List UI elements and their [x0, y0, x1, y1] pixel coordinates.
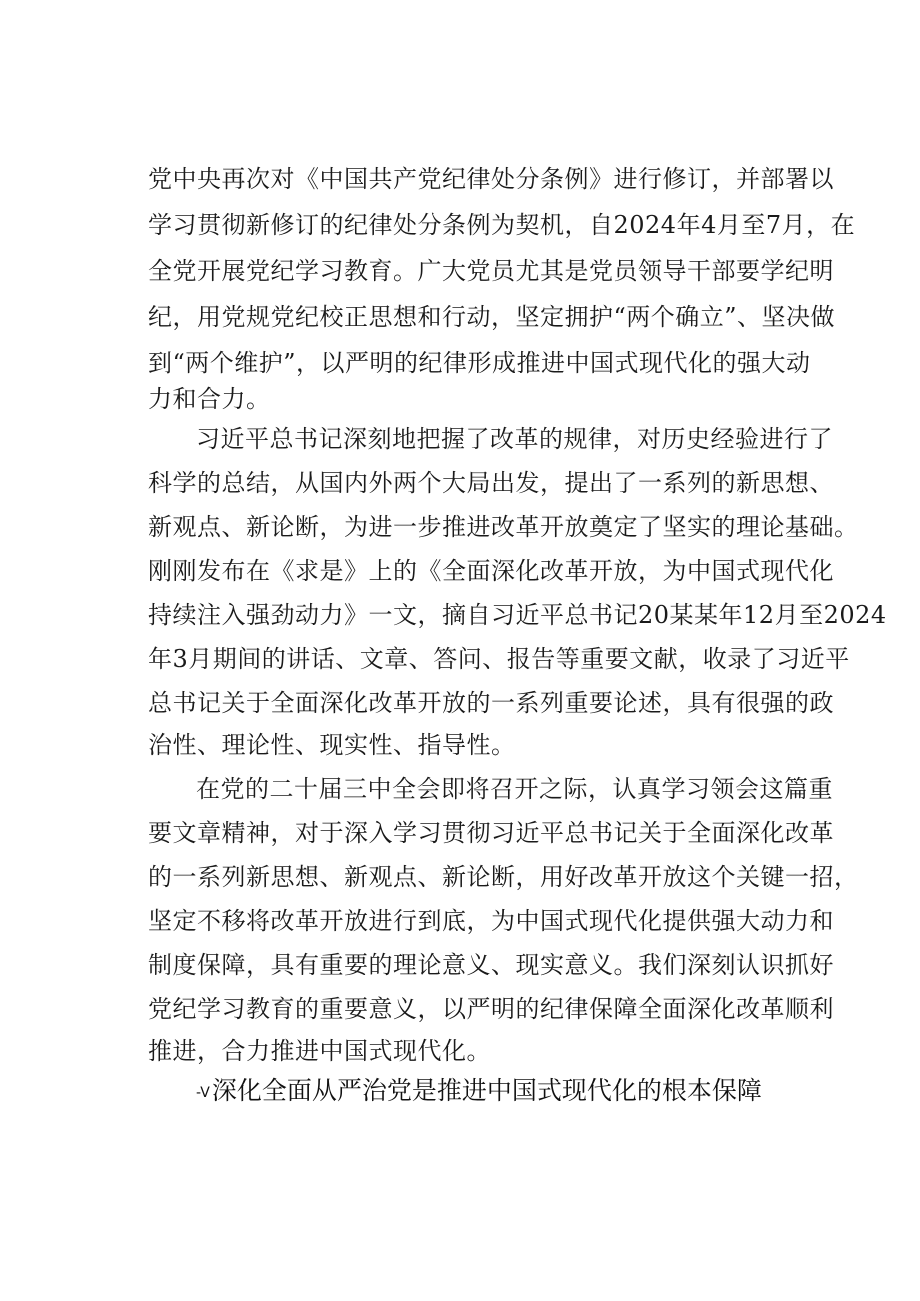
paragraph-3-line-3: 的一系列新思想、新观点、新论断，用好改革开放这个关键一招， [148, 863, 859, 891]
heading-text: 深化全面从严治党是推进中国式现代化的根本保障 [211, 1076, 762, 1105]
heading-marker: -V [196, 1085, 210, 1101]
paragraph-3-line-2: 要文章精神，对于深入学习贯彻习近平总书记关于全面深化改革 [148, 819, 834, 847]
paragraph-2-line-5: 持续注入强劲动力》一文，摘自习近平总书记20某某年12月至2024 [148, 601, 887, 629]
paragraph-3-line-7: 推进，合力推进中国式现代化。 [148, 1037, 491, 1065]
paragraph-3-line-5: 制度保障，具有重要的理论意义、现实意义。我们深刻认识抓好 [148, 951, 834, 979]
paragraph-1-line-3: 全党开展党纪学习教育。广大党员尤其是党员领导干部要学纪明 [148, 257, 834, 285]
paragraph-2-line-6: 年3月期间的讲话、文章、答问、报告等重要文献，收录了习近平 [148, 645, 850, 673]
paragraph-3-line-4: 坚定不移将改革开放进行到底，为中国式现代化提供强大动力和 [148, 907, 834, 935]
paragraph-2-line-3: 新观点、新论断，为进一步推进改革开放奠定了坚实的理论基础。 [148, 513, 859, 541]
paragraph-3-line-1: 在党的二十届三中全会即将召开之际，认真学习领会这篇重 [196, 775, 833, 803]
paragraph-2-line-1: 习近平总书记深刻地把握了改革的规律，对历史经验进行了 [196, 425, 833, 453]
paragraph-1-line-1: 党中央再次对《中国共产党纪律处分条例》进行修订，并部署以 [148, 165, 834, 193]
paragraph-3-line-6: 党纪学习教育的重要意义，以严明的纪律保障全面深化改革顺利 [148, 995, 834, 1023]
paragraph-2-line-8: 治性、理论性、现实性、指导性。 [148, 731, 516, 759]
paragraph-1-line-6: 力和合力。 [148, 385, 271, 413]
paragraph-1-line-2: 学习贯彻新修订的纪律处分条例为契机，自2024年4月至7月，在 [148, 211, 856, 239]
paragraph-2-line-2: 科学的总结，从国内外两个大局出发，提出了一系列的新思想、 [148, 469, 834, 497]
paragraph-2-line-4: 刚刚发布在《求是》上的《全面深化改革开放，为中国式现代化 [148, 557, 834, 585]
paragraph-2-line-7: 总书记关于全面深化改革开放的一系列重要论述，具有很强的政 [148, 689, 834, 717]
paragraph-1-line-4: 纪，用党规党纪校正思想和行动，坚定拥护“两个确立”、坚决做 [148, 303, 836, 331]
section-heading [196, 1075, 762, 1109]
paragraph-1-line-5: 到“两个维护”，以严明的纪律形成推进中国式现代化的强大动 [148, 349, 811, 377]
